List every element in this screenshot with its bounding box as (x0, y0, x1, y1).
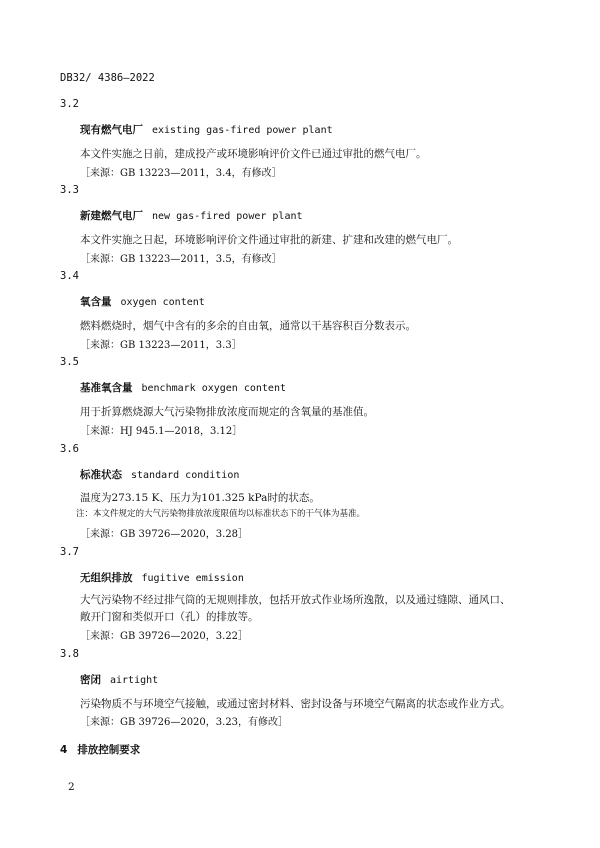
term-definition: 温度为273.15 K、压力为101.325 kPa时的状态。 (80, 492, 320, 504)
term-heading (80, 467, 239, 482)
term-name-en: existing gas-fired power plant (152, 125, 333, 136)
term-name-zh: 新建燃气电厂 (80, 210, 143, 222)
term-number: 3.6 (60, 443, 79, 455)
term-number: 3.8 (60, 648, 79, 660)
term-name-en: fugitive emission (141, 573, 244, 584)
term-number: 3.7 (60, 546, 79, 558)
term-name-en: oxygen content (120, 297, 205, 308)
section-heading (60, 742, 140, 757)
term-name-zh: 无组织排放 (80, 572, 133, 584)
page-number: 2 (68, 781, 75, 793)
term-source: ［来源：GB 13223—2011，3.3］ (80, 340, 242, 351)
term-heading (80, 122, 333, 137)
term-definition: 污染物质不与环境空气接触，或通过密封材料、密封设备与环境空气隔离的状态或作业方式。 (80, 698, 511, 710)
term-definition: 本文件实施之日起，环境影响评价文件通过审批的新建、扩建和改建的燃气电厂。 (80, 234, 458, 246)
term-number: 3.5 (60, 356, 79, 368)
term-source: ［来源：GB 39726—2020，3.22］ (80, 631, 249, 642)
term-definition: 大气污染物不经过排气筒的无规则排放，包括开放式作业场所逸散，以及通过缝隙、通风口、敞开门窗和类似开口（孔）的排放等。 (80, 594, 511, 623)
term-source: ［来源：GB 39726—2020，3.28］ (80, 529, 249, 540)
term-note: 注：本文件规定的大气污染物排放浓度限值均以标准状态下的干气体为基准。 (76, 509, 366, 519)
term-heading (80, 380, 286, 395)
section-number: 4 (60, 744, 68, 756)
term-heading (80, 672, 158, 687)
term-number: 3.2 (60, 98, 79, 110)
term-heading (80, 570, 244, 585)
term-source: ［来源：GB 13223—2011，3.4，有修改］ (80, 168, 282, 179)
term-heading (80, 294, 205, 309)
document-id-header: DB32/ 4386—2022 (60, 72, 155, 84)
term-definition: 本文件实施之日前，建成投产或环境影响评价文件已通过审批的燃气电厂。 (80, 148, 427, 160)
term-number: 3.4 (60, 270, 79, 282)
term-name-zh: 基准氧含量 (80, 382, 133, 394)
term-source: ［来源：GB 39726—2020，3.23，有修改］ (80, 717, 289, 728)
term-name-zh: 标准状态 (80, 469, 122, 481)
term-definition: 用于折算燃烧源大气污染物排放浓度而规定的含氧量的基准值。 (80, 406, 374, 418)
term-name-en: standard condition (131, 470, 240, 481)
term-number: 3.3 (60, 184, 79, 196)
term-name-zh: 密闭 (80, 674, 101, 686)
term-source: ［来源：HJ 945.1—2018，3.12］ (80, 426, 243, 437)
term-source: ［来源：GB 13223—2011，3.5，有修改］ (80, 254, 282, 265)
term-name-zh: 现有燃气电厂 (80, 124, 143, 136)
term-definition: 燃料燃烧时，烟气中含有的多余的自由氧，通常以干基容积百分数表示。 (80, 320, 416, 332)
term-name-en: new gas-fired power plant (152, 211, 303, 222)
term-heading (80, 208, 303, 223)
term-name-en: benchmark oxygen content (141, 383, 286, 394)
section-title: 排放控制要求 (77, 744, 141, 756)
term-name-en: airtight (110, 675, 159, 686)
term-name-zh: 氧含量 (80, 296, 112, 308)
